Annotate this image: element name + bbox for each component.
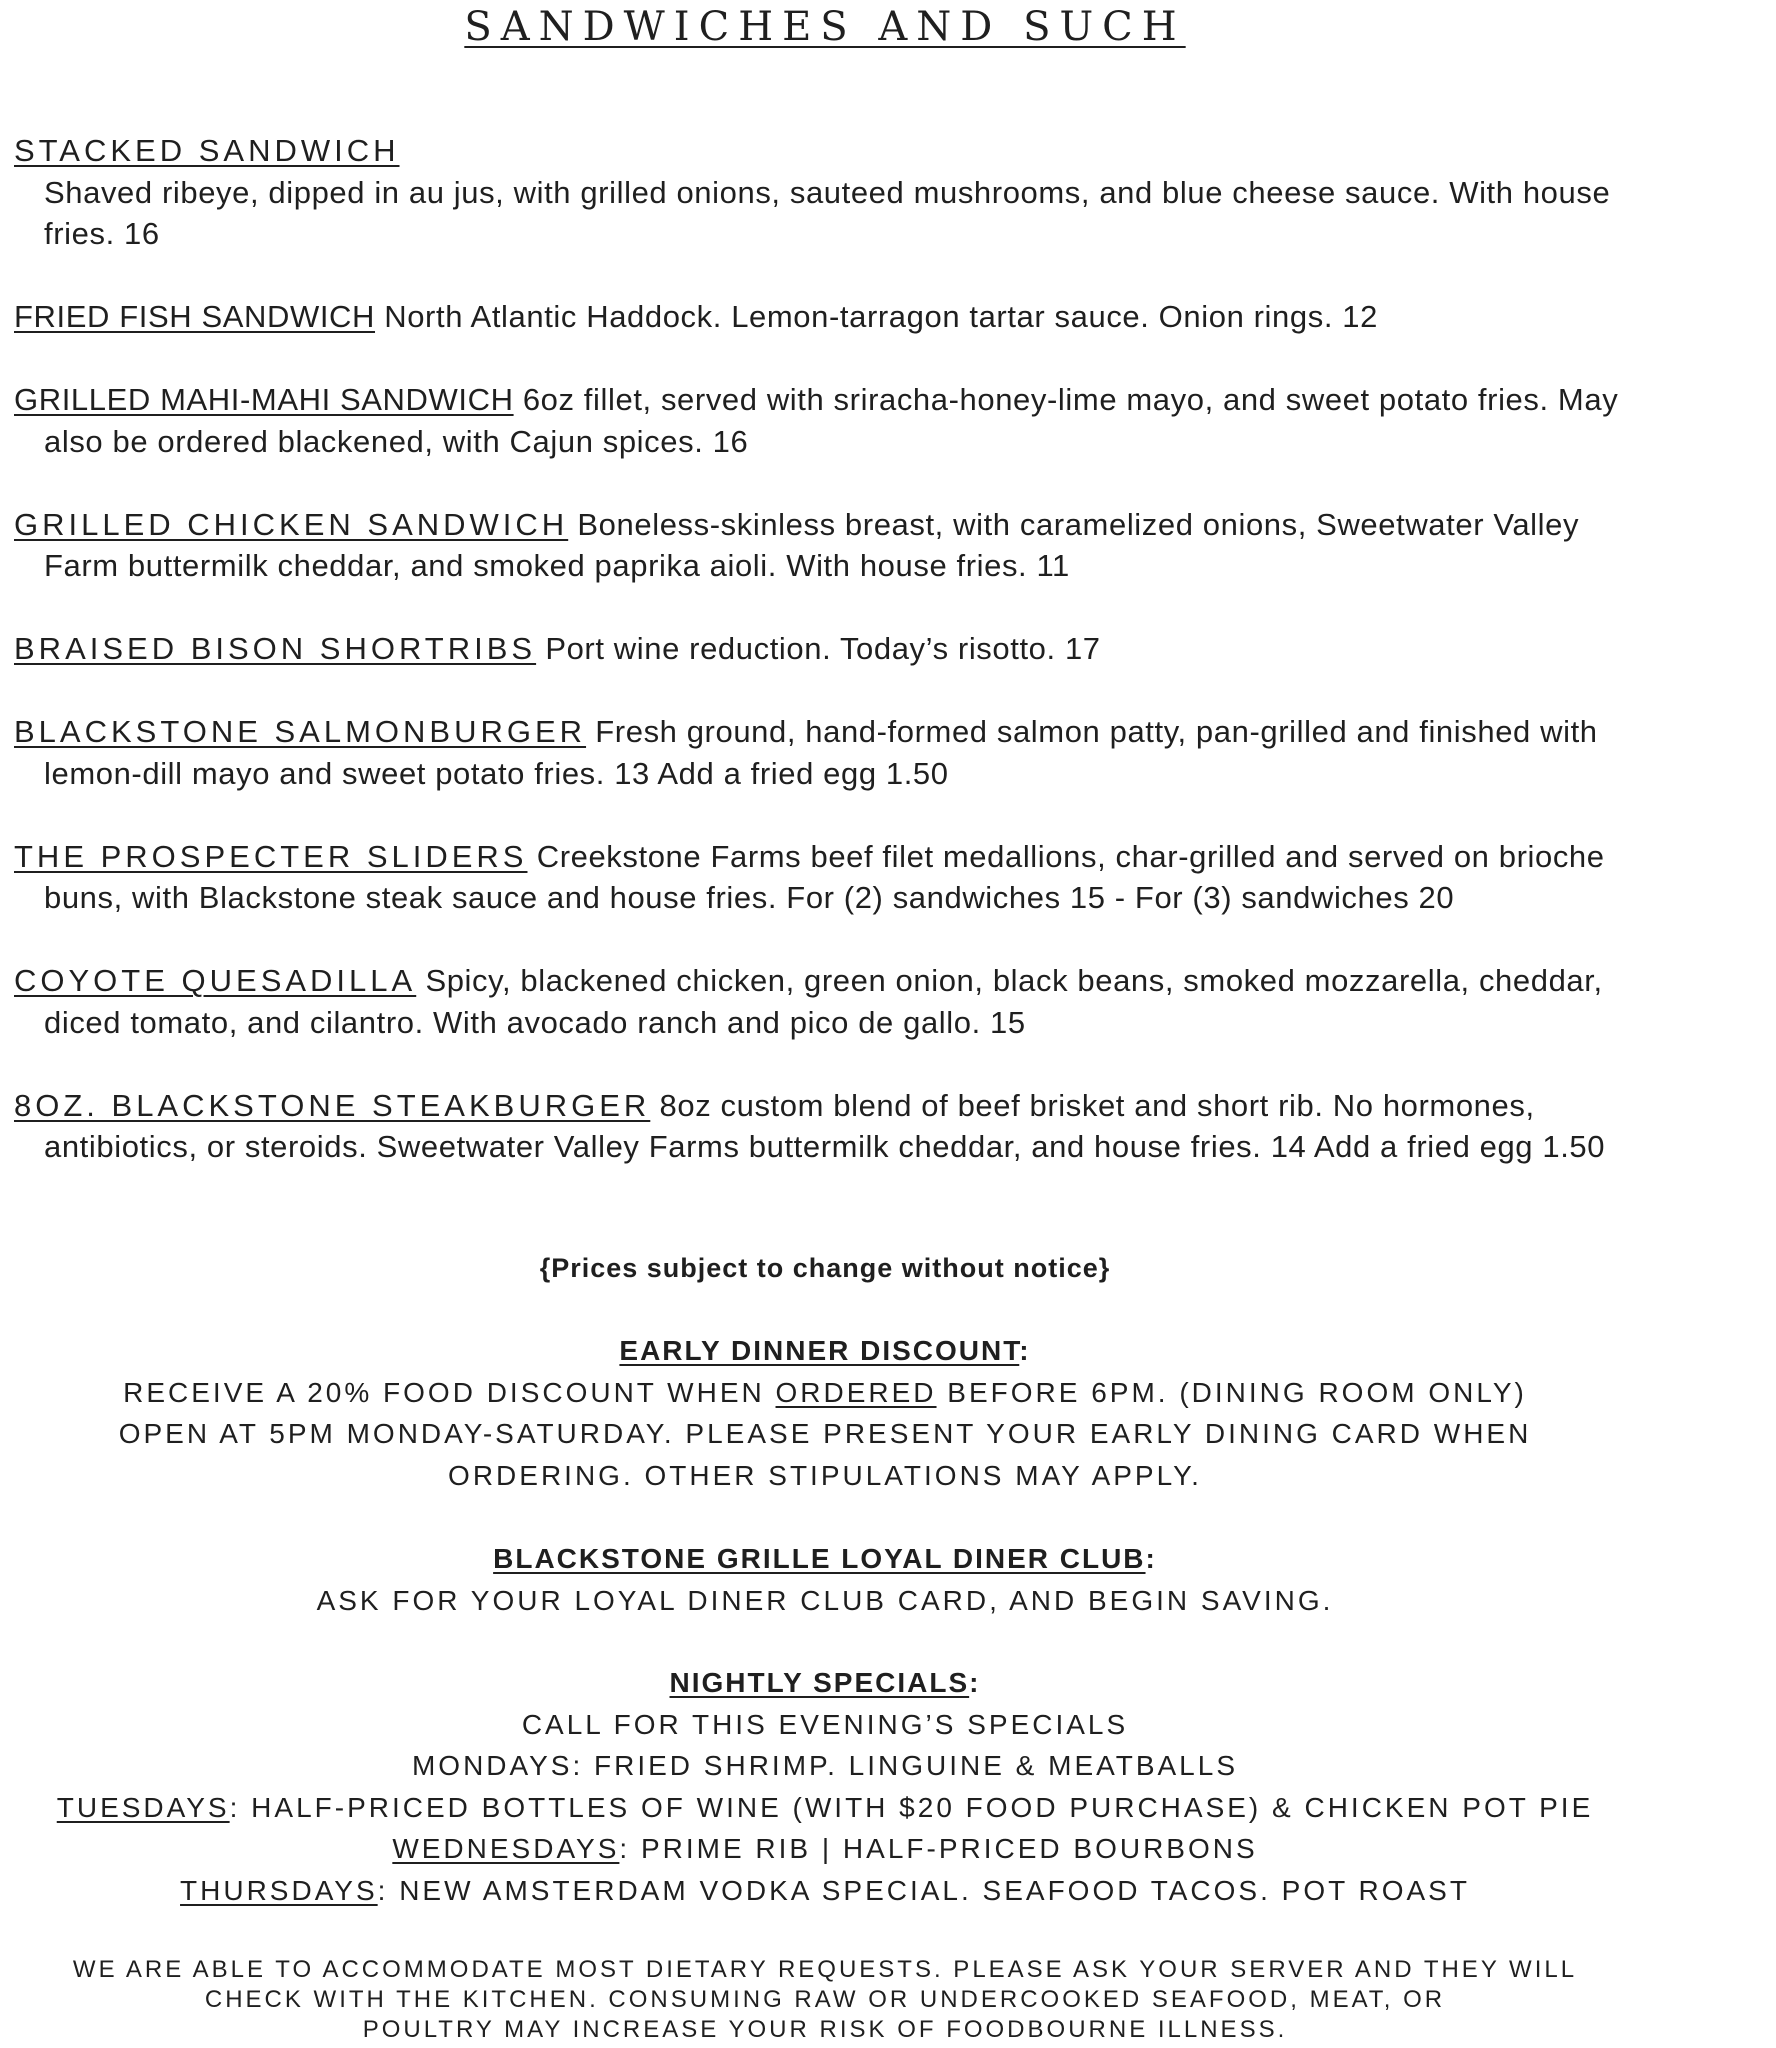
menu-item-description: 8oz custom blend of beef brisket and short rib. No hormones, antibiotics, or steroids. Sweetwater Valley Farms buttermilk cheddar, and house fries. 14 Add a fried egg 1.50	[44, 1087, 1606, 1164]
menu-item-name: COYOTE QUESADILLA	[14, 963, 417, 998]
menu-item-name: FRIED FISH SANDWICH	[14, 299, 376, 334]
section-line: ORDERING. OTHER STIPULATIONS MAY APPLY.	[448, 1459, 1202, 1491]
menu-item-description: Creekstone Farms beef filet medallions, char-grilled and served on brioche buns, with Blackstone steak sauce and house fries. For (2) sandwiches 15 - For (3) sandwiches 20	[44, 838, 1605, 915]
page-title: SANDWICHES AND SUCH	[464, 4, 1186, 50]
footer-line: WE ARE ABLE TO ACCOMMODATE MOST DIETARY REQUESTS. PLEASE ASK YOUR SERVER AND THEY WILL	[72, 1956, 1578, 1983]
menu-item-name: BRAISED BISON SHORTRIBS	[14, 631, 537, 666]
special-wednesdays: WEDNESDAYS: PRIME RIB | HALF-PRICED BOURBONS	[392, 1833, 1258, 1864]
menu-item	[14, 379, 1634, 462]
section-line: OPEN AT 5PM MONDAY-SATURDAY. PLEASE PRESENT YOUR EARLY DINING CARD WHEN	[118, 1418, 1532, 1449]
menu-item-description: Port wine reduction. Today’s risotto. 17	[545, 631, 1101, 666]
menu-item-description: North Atlantic Haddock. Lemon-tarragon tartar sauce. Onion rings. 12	[384, 299, 1378, 334]
menu-item-name: GRILLED CHICKEN SANDWICH	[14, 506, 569, 542]
dietary-footer	[0, 1955, 1650, 2045]
menu-item	[14, 628, 1634, 670]
section-line: ASK FOR YOUR LOYAL DINER CLUB CARD, AND BEGIN SAVING.	[316, 1584, 1334, 1616]
menu-item-name: STACKED SANDWICH	[14, 133, 400, 168]
prices-note: {Prices subject to change without notice}	[539, 1253, 1111, 1283]
menu-items	[14, 130, 1634, 1168]
footer-line: POULTRY MAY INCREASE YOUR RISK OF FOODBOURNE ILLNESS.	[362, 2016, 1288, 2043]
menu-item	[14, 1085, 1634, 1168]
section-heading: BLACKSTONE GRILLE LOYAL DINER CLUB:	[493, 1543, 1157, 1574]
footer-line: CHECK WITH THE KITCHEN. CONSUMING RAW OR UNDERCOOKED SEAFOOD, MEAT, OR	[204, 1986, 1446, 2013]
section-line: RECEIVE A 20% FOOD DISCOUNT WHEN ORDERED BEFORE 6PM. (DINING ROOM ONLY)	[123, 1376, 1527, 1408]
section-heading: NIGHTLY SPECIALS:	[669, 1667, 981, 1698]
menu-item-name: GRILLED MAHI-MAHI SANDWICH	[14, 382, 514, 417]
menu-item	[14, 960, 1634, 1043]
menu-item-name: 8OZ. BLACKSTONE STEAKBURGER	[14, 1087, 651, 1123]
special-thursdays: THURSDAYS: NEW AMSTERDAM VODKA SPECIAL. SEAFOOD TACOS. POT ROAST	[180, 1874, 1470, 1906]
menu-item-description: 6oz fillet, served with sriracha-honey-lime mayo, and sweet potato fries. May also be ordered blackened, with Cajun spices. 16	[44, 382, 1619, 459]
special-mondays: MONDAYS: FRIED SHRIMP. LINGUINE & MEATBALLS	[411, 1750, 1239, 1781]
menu-item	[14, 504, 1634, 587]
menu-item	[14, 836, 1634, 919]
loyal-diner-section	[0, 1538, 1650, 1621]
menu-item-name: THE PROSPECTER SLIDERS	[14, 838, 528, 874]
menu-item	[14, 296, 1634, 338]
menu-item-description: Spicy, blackened chicken, green onion, black beans, smoked mozzarella, cheddar, diced tomato, and cilantro. With avocado ranch and pico de gallo. 15	[44, 963, 1603, 1040]
section-line: CALL FOR THIS EVENING’S SPECIALS	[521, 1708, 1129, 1740]
early-dinner-section	[0, 1330, 1650, 1496]
menu-item	[14, 130, 1634, 255]
menu-item-name: BLACKSTONE SALMONBURGER	[14, 714, 587, 749]
menu-item-description: Fresh ground, hand-formed salmon patty, pan-grilled and finished with lemon-dill mayo and sweet potato fries. 13 Add a fried egg 1.50	[44, 714, 1598, 791]
section-heading: EARLY DINNER DISCOUNT:	[619, 1335, 1031, 1366]
nightly-specials-section	[0, 1662, 1650, 1911]
menu-item	[14, 711, 1634, 794]
menu-item-description: Shaved ribeye, dipped in au jus, with grilled onions, sauteed mushrooms, and blue cheese sauce. With house fries. 16	[44, 174, 1611, 251]
menu-item-description: Boneless-skinless breast, with caramelized onions, Sweetwater Valley Farm buttermilk cheddar, and smoked paprika aioli. With house fries. 11	[44, 506, 1580, 583]
special-tuesdays: TUESDAYS: HALF-PRICED BOTTLES OF WINE (WITH $20 FOOD PURCHASE) & CHICKEN POT PIE	[56, 1791, 1594, 1823]
